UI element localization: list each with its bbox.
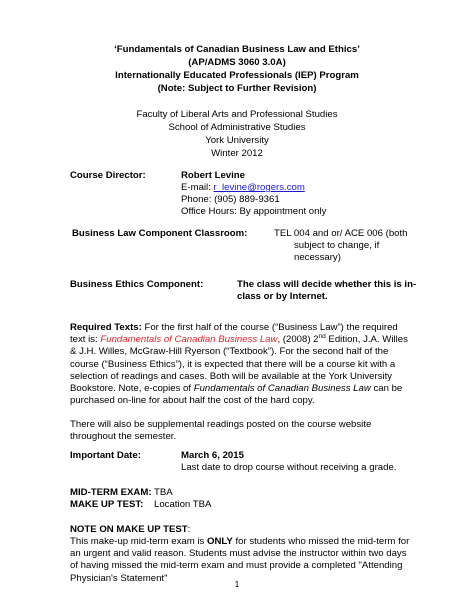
required-texts-line-5: selection of readings and cases. Both will be available at the York University	[70, 370, 393, 382]
important-date-value: March 6, 2015	[181, 450, 244, 461]
email-link[interactable]: r_levine@rogers.com	[213, 182, 305, 193]
makeup-test-value: Location TBA	[154, 499, 212, 510]
required-texts-line-3: & J.H. Willes, McGraw-Hill Ryerson (“Textbook”). For the second half of the	[70, 346, 389, 358]
law-component-label: Business Law Component Classroom:	[72, 228, 248, 239]
ethics-component-line1: The class will decide whether this is in-	[237, 279, 417, 290]
law-component-line1: TEL 004 and or/ ACE 006 (both	[274, 228, 408, 239]
required-texts-line-7: purchased on-line for about half the cost of the hard copy.	[70, 395, 315, 407]
supplemental-paragraph	[70, 419, 410, 443]
midterm-exam-label: MID-TERM EXAM:	[70, 487, 152, 498]
makeup-note-heading: NOTE ON MAKE UP TEST	[70, 524, 188, 535]
law-component-line3: necessary)	[294, 252, 341, 263]
faculty-name: Faculty of Liberal Arts and Professional Studies	[136, 109, 338, 120]
makeup-note-heading-line: NOTE ON MAKE UP TEST:	[70, 524, 191, 535]
ethics-component-label: Business Ethics Component:	[70, 279, 204, 290]
makeup-note-line-3: of having missed the mid-term exam and must provide a completed "Attending	[70, 560, 403, 572]
course-code: (AP/ADMS 3060 3.0A)	[188, 57, 286, 68]
makeup-test-label: MAKE UP TEST:	[70, 499, 144, 510]
required-texts-label: Required Texts:	[70, 322, 142, 333]
midterm-exam-value: TBA	[151, 487, 173, 498]
supplemental-line-1: There will also be supplemental readings posted on the course website	[70, 419, 372, 430]
revision-note: (Note: Subject to Further Revision)	[157, 83, 317, 94]
term: Winter 2012	[211, 148, 263, 159]
important-date-description: Last date to drop course without receiving a grade.	[181, 462, 397, 473]
law-component-line2: subject to change, if	[294, 240, 380, 251]
course-title: ‘Fundamentals of Canadian Business Law and Ethics’	[114, 44, 360, 55]
makeup-note-line-4: Physician's Statement"	[70, 572, 168, 584]
school-name: School of Administrative Studies	[168, 122, 306, 133]
required-texts-line-4: course (“Business Ethics”), it is expected that there will be a course kit with a	[70, 358, 396, 370]
required-texts-paragraph	[70, 322, 410, 407]
midterm-exam-line	[70, 487, 173, 499]
director-email-line	[181, 182, 305, 194]
director-phone: Phone: (905) 889-9361	[181, 194, 280, 205]
textbook-title: Fundamentals of Canadian Business Law	[100, 334, 278, 346]
required-texts-line-2: text is: Fundamentals of Canadian Business Law, (2008) 2nd Edition, J.A. Willes	[70, 333, 408, 346]
director-hours: Office Hours: By appointment only	[181, 206, 327, 217]
ethics-component-line2: class or by Internet.	[237, 291, 328, 302]
important-date-label: Important Date:	[70, 450, 141, 461]
ecopy-title: Fundamentals of Canadian Business Law	[193, 383, 371, 395]
director-label: Course Director:	[70, 170, 146, 181]
email-prefix: E-mail:	[181, 182, 214, 193]
required-texts-line-1: Required Texts: For the first half of the course (“Business Law”) the required	[70, 322, 398, 333]
director-name: Robert Levine	[181, 170, 245, 181]
supplemental-line-2: throughout the semester.	[70, 431, 177, 443]
university-name: York University	[205, 135, 269, 146]
page-number: 1	[234, 579, 240, 589]
makeup-note-line-2: an urgent and valid reason. Students must advise the instructor within two days	[70, 548, 407, 560]
required-texts-line-6: Bookstore. Note, e-copies of Fundamentals of Canadian Business Law can be	[70, 383, 403, 395]
makeup-note-line-1: This make-up mid-term exam is ONLY for students who missed the mid-term for	[70, 536, 410, 547]
program-name: Internationally Educated Professionals (IEP) Program	[115, 70, 359, 81]
only-emphasis: ONLY	[207, 536, 233, 547]
